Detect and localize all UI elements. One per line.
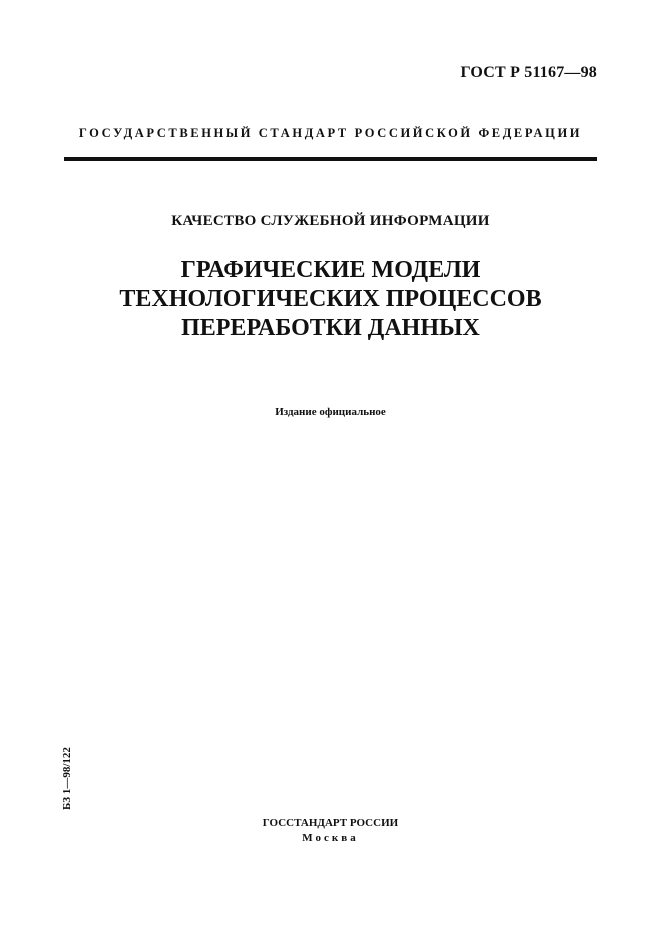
standard-code: ГОСТ Р 51167—98 (460, 64, 597, 81)
title-line: ТЕХНОЛОГИЧЕСКИХ ПРОЦЕССОВ (119, 286, 542, 312)
publisher-city: Москва (302, 832, 359, 844)
series-title: КАЧЕСТВО СЛУЖЕБНОЙ ИНФОРМАЦИИ (171, 213, 490, 229)
publisher (0, 816, 661, 846)
publisher-name: ГОССТАНДАРТ РОССИИ (262, 817, 399, 829)
side-code (61, 720, 75, 810)
title-line: ГРАФИЧЕСКИЕ МОДЕЛИ (180, 257, 481, 283)
document-title (0, 256, 661, 343)
header-rule (64, 157, 597, 161)
state-standard-heading: ГОСУДАРСТВЕННЫЙ СТАНДАРТ РОССИЙСКОЙ ФЕДЕРАЦИИ (78, 126, 583, 140)
title-line: ПЕРЕРАБОТКИ ДАННЫХ (181, 315, 480, 341)
side-code-text: БЗ 1—98/122 (61, 747, 73, 810)
edition-note: Издание официальное (275, 406, 386, 418)
